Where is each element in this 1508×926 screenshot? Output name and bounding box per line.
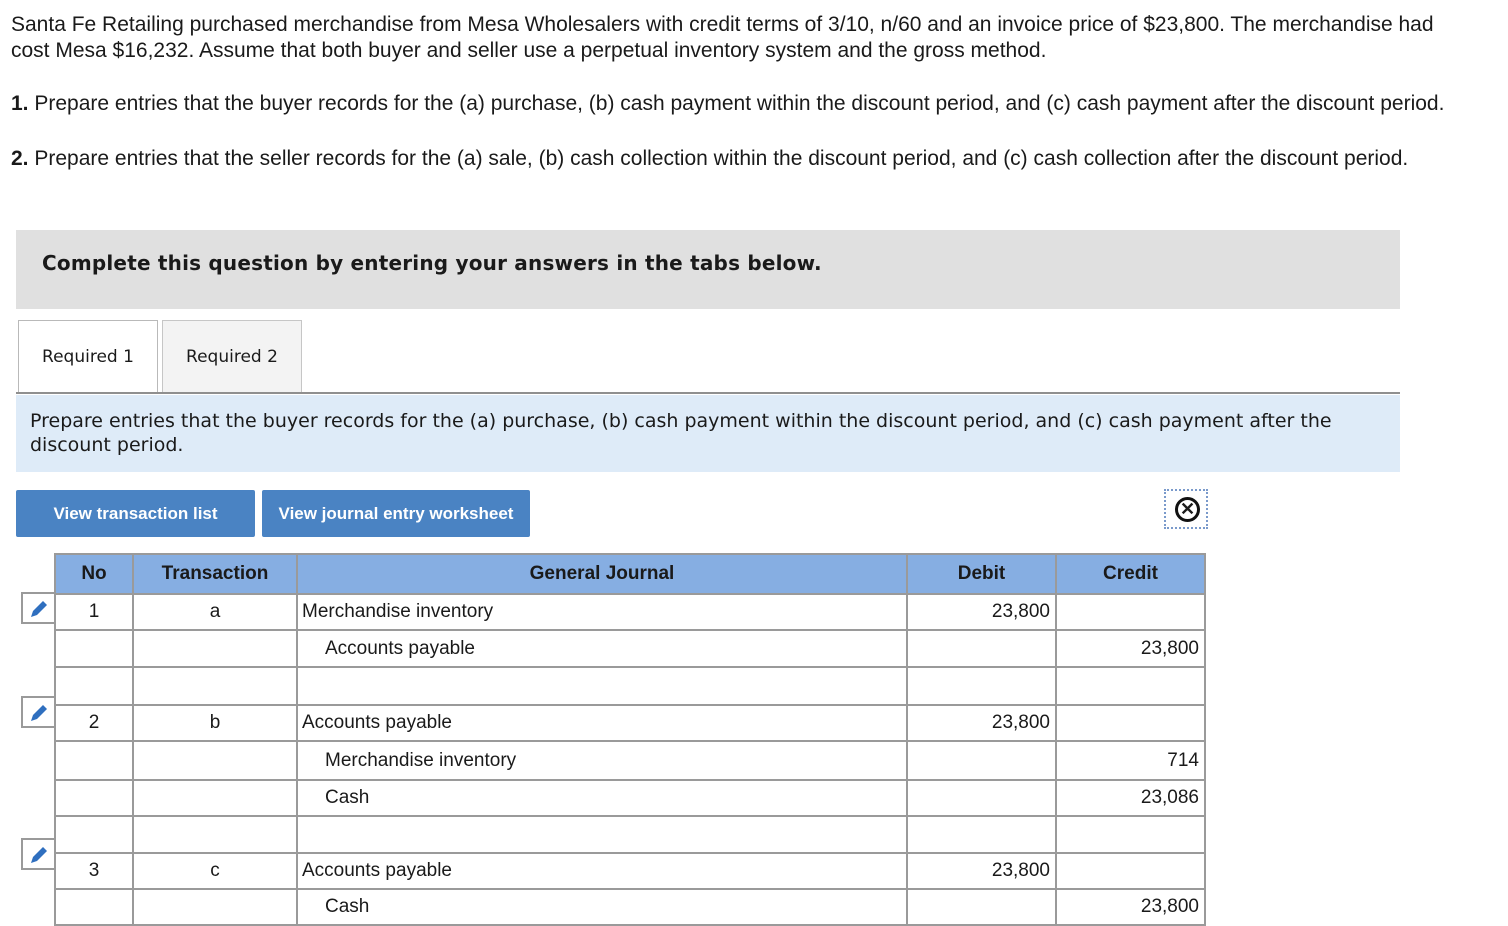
cell-credit[interactable] [1056,594,1205,630]
cell-no [55,889,133,925]
journal-table [54,553,1206,926]
table-row [55,889,1205,925]
cell-no: 2 [55,705,133,741]
view-journal-entry-worksheet-button[interactable]: View journal entry worksheet [262,490,530,537]
problem-intro: Santa Fe Retailing purchased merchandise from Mesa Wholesalers with credit terms of 3/10, n/60 and an invoice price of $23,800. The merchandise had cost Mesa $16,232. Assume that both buyer and seller use a perpetual inventory system and the gross method. [11,13,1434,62]
pencil-icon [29,845,49,865]
banner-text: Complete this question by entering your answers in the tabs below. [42,251,822,275]
cell-debit[interactable] [907,889,1056,925]
requirement-1 [11,90,1451,117]
header-transaction: Transaction [133,554,297,594]
cell-credit[interactable] [1056,816,1205,853]
cell-transaction [133,741,297,780]
cell-credit[interactable] [1056,853,1205,889]
header-debit: Debit [907,554,1056,594]
table-row [55,667,1205,705]
close-circle-icon: ✕ [1175,497,1200,522]
requirement-2-number: 2. [11,147,29,170]
cell-account[interactable]: Merchandise inventory [297,741,907,780]
cell-transaction [133,889,297,925]
cell-debit[interactable] [907,816,1056,853]
cell-transaction [133,780,297,816]
cell-no: 3 [55,853,133,889]
cell-debit[interactable] [907,667,1056,705]
cell-account[interactable]: Cash [297,780,907,816]
edit-entry-2-button[interactable] [21,696,54,728]
table-row [55,780,1205,816]
requirement-1-number: 1. [11,92,29,115]
cell-no [55,816,133,853]
journal-header-row [55,554,1205,594]
cell-no [55,780,133,816]
view-transaction-list-button[interactable]: View transaction list [16,490,255,537]
header-general-journal: General Journal [297,554,907,594]
header-credit: Credit [1056,554,1205,594]
requirement-2 [11,145,1451,172]
cell-transaction: b [133,705,297,741]
cell-transaction [133,630,297,667]
cell-debit[interactable] [907,741,1056,780]
cell-debit[interactable]: 23,800 [907,705,1056,741]
requirement-2-text: Prepare entries that the seller records for the (a) sale, (b) cash collection within the discount period, and (c) cash collection after the discount period. [34,147,1409,170]
cell-credit[interactable] [1056,667,1205,705]
cell-debit[interactable] [907,630,1056,667]
instructions-banner [16,230,1400,309]
cell-transaction [133,816,297,853]
cell-no [55,741,133,780]
cell-credit[interactable] [1056,705,1205,741]
cell-account[interactable]: Accounts payable [297,853,907,889]
cell-debit[interactable]: 23,800 [907,853,1056,889]
edit-entry-3-button[interactable] [21,838,54,870]
cell-transaction: a [133,594,297,630]
table-row [55,630,1205,667]
cell-transaction [133,667,297,705]
pencil-icon [29,599,49,619]
header-no: No [55,554,133,594]
cell-account[interactable]: Accounts payable [297,630,907,667]
pencil-icon [29,703,49,723]
cell-debit[interactable] [907,780,1056,816]
cell-debit[interactable]: 23,800 [907,594,1056,630]
close-button[interactable] [1164,489,1208,529]
edit-entry-1-button[interactable] [21,592,54,624]
cell-no [55,630,133,667]
tab-instruction-panel [16,395,1400,472]
requirement-1-text: Prepare entries that the buyer records for the (a) purchase, (b) cash payment within the discount period, and (c) cash payment after the discount period. [34,92,1445,115]
cell-account[interactable] [297,816,907,853]
tab-required-1[interactable]: Required 1 [18,320,158,393]
cell-account[interactable]: Accounts payable [297,705,907,741]
table-row [55,705,1205,741]
cell-transaction: c [133,853,297,889]
cell-credit[interactable]: 23,086 [1056,780,1205,816]
table-row [55,741,1205,780]
tab-instruction-text: Prepare entries that the buyer records for the (a) purchase, (b) cash payment within the discount period, and (c) cash payment after the discount period. [30,410,1332,456]
cell-account[interactable] [297,667,907,705]
table-row [55,816,1205,853]
cell-account[interactable]: Merchandise inventory [297,594,907,630]
cell-no [55,667,133,705]
cell-credit[interactable]: 23,800 [1056,889,1205,925]
cell-credit[interactable]: 714 [1056,741,1205,780]
cell-no: 1 [55,594,133,630]
cell-account[interactable]: Cash [297,889,907,925]
tab-divider [16,392,1400,394]
tab-required-2[interactable]: Required 2 [162,320,302,393]
cell-credit[interactable]: 23,800 [1056,630,1205,667]
table-row [55,853,1205,889]
table-row [55,594,1205,630]
